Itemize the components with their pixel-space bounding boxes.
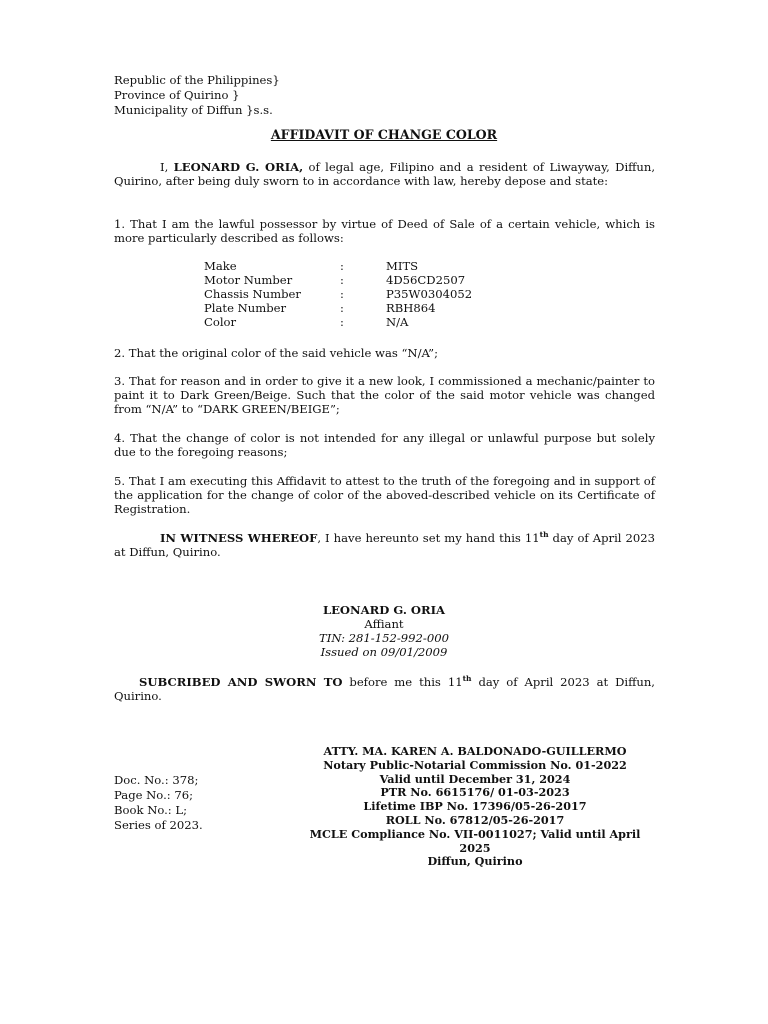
vehicle-value: MITS [386, 259, 419, 273]
vehicle-label: Chassis Number [204, 287, 301, 301]
paragraph-1: 1. That I am the lawful possessor by virtue of Deed of Sale of a certain vehicle, which is more particularly described as follows: [114, 217, 655, 245]
jurat-sup: th [462, 674, 472, 684]
docket-series: Series of 2023. [114, 818, 203, 832]
notary-validity: Valid until December 31, 2024 [379, 771, 571, 786]
witness-sup: th [539, 530, 549, 540]
intro-paragraph [114, 160, 655, 188]
vehicle-value: 4D56CD2507 [386, 273, 466, 287]
notary-ibp: Lifetime IBP No. 17396/05-26-2017 [363, 799, 587, 814]
jurat-text2: day of April 2023 at Diffun, Quirino. [114, 675, 655, 703]
affiant-tin-issued: Issued on 09/01/2009 [320, 645, 448, 659]
vehicle-value: P35W0304052 [386, 287, 473, 301]
docket-book-no: Book No.: L; [114, 803, 187, 817]
notary-name: ATTY. MA. KAREN A. BALDONADO-GUILLERMO [323, 744, 627, 758]
notary-commission: Notary Public-Notarial Commission No. 01-2022 [323, 757, 627, 772]
vehicle-separator: : [340, 273, 344, 287]
vehicle-row [204, 301, 472, 315]
vehicle-details-table [204, 259, 472, 329]
paragraph-3: 3. That for reason and in order to give it a new look, I commissioned a mechanic/painter to paint it to Dark Green/Beige. Such that the color of the said motor vehicle was changed from “N/A” to “DARK GREEN/BEIGE”; [114, 374, 655, 416]
affiant-name: LEONARD G. ORIA [322, 603, 446, 617]
vehicle-separator: : [340, 287, 344, 301]
affiant-signature-block [0, 603, 768, 659]
venue-municipality: Municipality of Diffun }s.s. [114, 103, 273, 117]
notary-place: Diffun, Quirino [427, 854, 523, 869]
vehicle-row [204, 287, 472, 301]
witness-text1: , I have hereunto set my hand this 11 [317, 531, 540, 545]
venue-republic: Republic of the Philippines} [114, 73, 280, 87]
docket-doc-no: Doc. No.: 378; [114, 773, 199, 787]
vehicle-row [204, 259, 472, 273]
jurat-paragraph [114, 675, 655, 703]
docket-page-no: Page No.: 76; [114, 788, 194, 802]
vehicle-separator: : [340, 301, 344, 315]
vehicle-label: Motor Number [204, 273, 293, 287]
vehicle-label: Color [204, 315, 237, 329]
notary-mcle: MCLE Compliance No. VII-0011027; Valid until April 2025 [309, 826, 641, 855]
vehicle-separator: : [340, 259, 344, 273]
docket-block [114, 773, 203, 833]
vehicle-label: Make [204, 259, 237, 273]
jurat-text1: before me this 11 [342, 675, 463, 689]
vehicle-row [204, 273, 472, 287]
vehicle-value: N/A [386, 315, 409, 329]
venue-block [114, 73, 280, 118]
notary-ptr: PTR No. 6615176/ 01-03-2023 [380, 785, 570, 800]
paragraph-2: 2. That the original color of the said vehicle was “N/A”; [114, 346, 438, 360]
paragraph-4: 4. That the change of color is not intended for any illegal or unlawful purpose but solely due to the foregoing reasons; [114, 431, 655, 459]
paragraph-5: 5. That I am executing this Affidavit to attest to the truth of the foregoing and in support of the application for the change of color of the aboved-described vehicle on its Certificate of Registration. [114, 474, 655, 516]
vehicle-separator: : [340, 315, 344, 329]
witness-lead: IN WITNESS WHEREOF [160, 531, 318, 545]
affiant-tin: TIN: 281-152-992-000 [319, 631, 449, 645]
intro-post: of legal age, Filipino and a resident of Liwayway, Diffun, Quirino, after being duly sworn to in accordance with law, hereby depose and state: [114, 160, 656, 188]
witness-paragraph [114, 531, 655, 559]
vehicle-label: Plate Number [204, 301, 287, 315]
notary-roll: ROLL No. 67812/05-26-2017 [385, 812, 565, 827]
document-title: AFFIDAVIT OF CHANGE COLOR [270, 127, 498, 142]
vehicle-row [204, 315, 472, 329]
witness-text2: day of April 2023 at Diffun, Quirino. [114, 531, 655, 559]
vehicle-value: RBH864 [386, 301, 436, 315]
affiant-name-inline: LEONARD G. ORIA, [173, 160, 304, 174]
notary-block [301, 745, 649, 869]
affiant-role: Affiant [364, 617, 404, 631]
venue-province: Province of Quirino } [114, 88, 240, 102]
intro-pre: I, [160, 160, 174, 174]
jurat-lead: SUBCRIBED AND SWORN TO [139, 675, 343, 689]
